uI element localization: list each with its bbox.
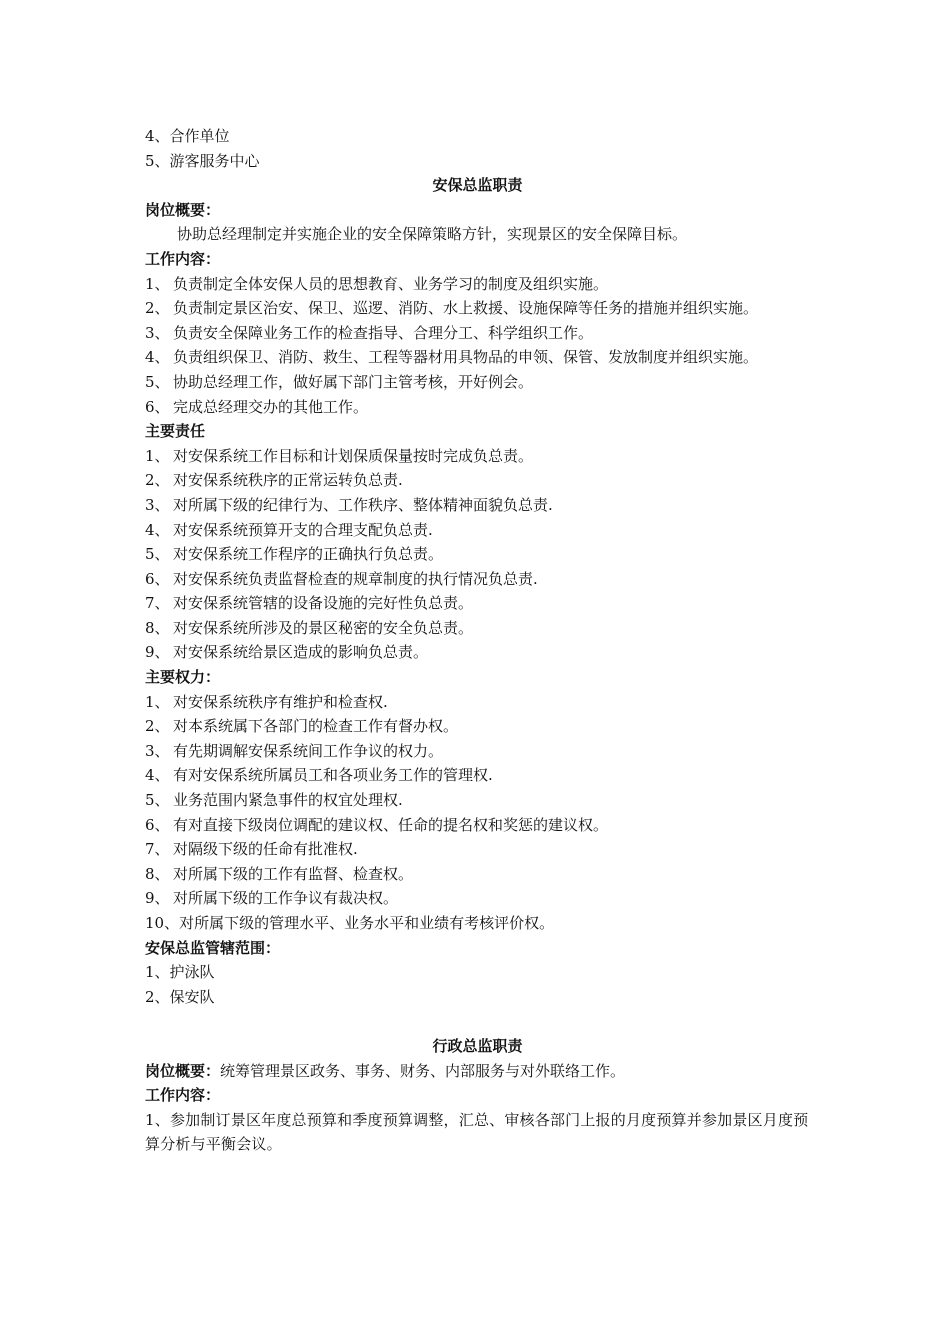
item-text: 协助总经理工作，做好属下部门主管考核，开好例会。 (173, 372, 534, 391)
item-number: 3、 (145, 323, 170, 342)
item-text: 对安保系统工作程序的正确执行负总责。 (173, 545, 444, 564)
item-text: 对所属下级的工作有监督、检查权。 (173, 864, 414, 883)
item-number: 6、 (145, 815, 170, 834)
overview-text: 协助总经理制定并实施企业的安全保障策略方针，实现景区的安全保障目标。 (177, 225, 688, 244)
list-item (145, 345, 810, 370)
list-item (145, 296, 810, 321)
item-text: 负责安全保障业务工作的检查指导、合理分工、科学组织工作。 (173, 323, 594, 342)
work-heading: 工作内容： (145, 249, 221, 268)
item-number: 3、 (145, 495, 170, 514)
item-number: 5、 (145, 791, 170, 810)
list-item: 1、参加制订景区年度总预算和季度预算调整，汇总、审核各部门上报的月度预算并参加景区月度预算分析与平衡会议。 (145, 1110, 809, 1154)
item-number: 4、 (145, 520, 170, 539)
item-number: 8、 (145, 864, 170, 883)
item-text: 对所属下级的管理水平、业务水平和业绩有考核评价权。 (179, 914, 555, 932)
overview-heading: 岗位概要： (145, 1061, 221, 1080)
item-text: 对安保系统负责监督检查的规章制度的执行情况负总责. (173, 569, 538, 588)
item-text: 对隔级下级的任命有批准权. (173, 840, 358, 859)
item-text: 对安保系统秩序的正常运转负总责. (173, 471, 403, 490)
item-text: 对安保系统所涉及的景区秘密的安全负总责。 (173, 618, 474, 637)
list-item (145, 813, 810, 838)
item-number: 2、 (145, 299, 170, 318)
overview-heading: 岗位概要： (145, 200, 221, 219)
list-item (145, 788, 810, 813)
list-item: 4、合作单位 (145, 127, 230, 145)
item-text: 有对直接下级岗位调配的建议权、任命的提名权和奖惩的建议权。 (173, 815, 609, 834)
item-number: 5、 (145, 372, 170, 391)
item-number: 2、 (145, 471, 170, 490)
list-item (145, 493, 810, 518)
item-text: 对安保系统秩序有维护和检查权. (173, 692, 388, 711)
item-number: 7、 (145, 594, 170, 613)
item-text: 对安保系统预算开支的合理支配负总责. (173, 520, 433, 539)
section-title-admin: 行政总监职责 (432, 1036, 523, 1055)
item-text: 负责组织保卫、消防、救生、工程等器材用具物品的申领、保管、发放制度并组织实施。 (173, 348, 759, 367)
list-item (145, 272, 810, 297)
list-item: 5、游客服务中心 (145, 151, 260, 170)
list-item: 2、保安队 (145, 987, 215, 1006)
item-number: 1、 (145, 692, 170, 711)
list-item (145, 862, 810, 887)
list-item (145, 321, 810, 346)
list-item (145, 567, 810, 592)
list-item: 1、护泳队 (145, 963, 215, 982)
item-number: 10、 (145, 914, 180, 932)
item-text: 负责制定景区治安、保卫、巡逻、消防、水上救援、设施保障等任务的措施并组织实施。 (173, 299, 759, 318)
document-page (145, 124, 810, 1157)
list-item (145, 370, 810, 395)
list-item (145, 763, 810, 788)
item-text: 负责制定全体安保人员的思想教育、业务学习的制度及组织实施。 (173, 274, 609, 293)
list-item (145, 444, 810, 469)
item-number: 4、 (145, 348, 170, 367)
item-text: 对本系统属下各部门的检查工作有督办权。 (173, 717, 459, 736)
item-number: 2、 (145, 717, 170, 736)
item-text: 对安保系统管辖的设备设施的完好性负总责。 (173, 594, 474, 613)
item-text: 完成总经理交办的其他工作。 (173, 397, 369, 416)
item-number: 7、 (145, 840, 170, 859)
list-item (145, 911, 810, 936)
item-number: 5、 (145, 545, 170, 564)
work-heading: 工作内容： (145, 1086, 221, 1105)
item-text: 对安保系统给景区造成的影响负总责。 (173, 643, 429, 662)
item-number: 8、 (145, 618, 170, 637)
list-item (145, 542, 810, 567)
item-text: 对所属下级的工作争议有裁决权。 (173, 889, 399, 908)
item-number: 1、 (145, 446, 170, 465)
item-number: 9、 (145, 889, 170, 908)
list-item (145, 690, 810, 715)
list-item (145, 640, 810, 665)
item-text: 业务范围内紧急事件的权宜处理权. (173, 791, 403, 810)
list-item (145, 886, 810, 911)
overview-line (145, 1059, 810, 1084)
list-item (145, 591, 810, 616)
power-heading: 主要权力： (145, 668, 221, 687)
item-number: 1、 (145, 274, 170, 293)
item-number: 6、 (145, 569, 170, 588)
item-text: 对安保系统工作目标和计划保质保量按时完成负总责。 (173, 446, 534, 465)
section-title-security: 安保总监职责 (432, 176, 523, 195)
item-text: 有对安保系统所属员工和各项业务工作的管理权. (173, 766, 493, 785)
overview-text: 统筹管理景区政务、事务、财务、内部服务与对外联络工作。 (220, 1061, 626, 1080)
item-number: 4、 (145, 766, 170, 785)
item-number: 9、 (145, 643, 170, 662)
list-item (145, 468, 810, 493)
item-text: 对所属下级的纪律行为、工作秩序、整体精神面貌负总责. (173, 495, 553, 514)
list-item (145, 616, 810, 641)
scope-heading: 安保总监管辖范围： (145, 938, 281, 957)
list-item (145, 739, 810, 764)
list-item (145, 395, 810, 420)
spacer (145, 1009, 810, 1034)
responsibility-heading: 主要责任 (145, 422, 206, 441)
item-number: 3、 (145, 741, 170, 760)
list-item (145, 837, 810, 862)
list-item (145, 518, 810, 543)
item-text: 有先期调解安保系统间工作争议的权力。 (173, 741, 444, 760)
list-item (145, 714, 810, 739)
item-number: 6、 (145, 397, 170, 416)
